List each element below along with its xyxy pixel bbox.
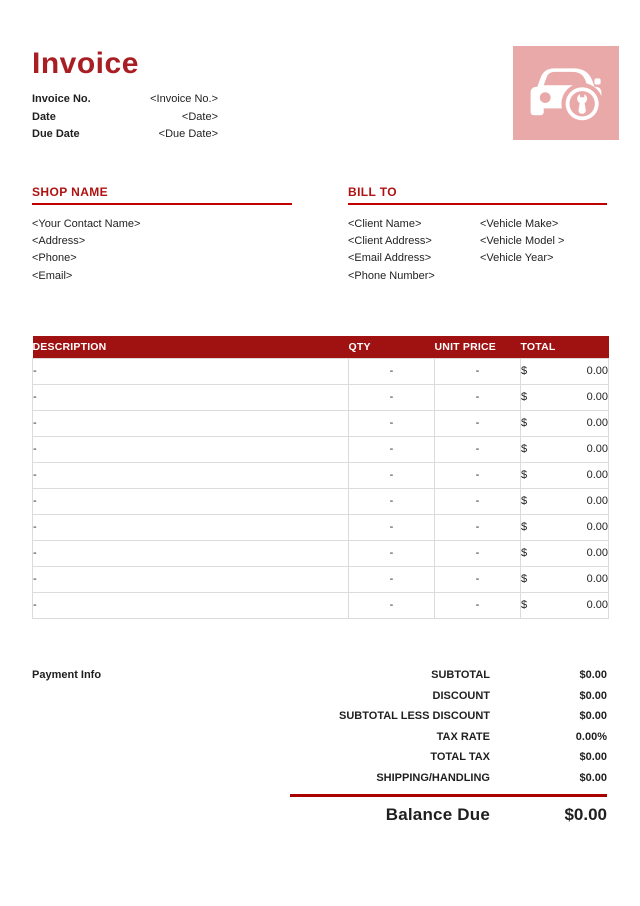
cell-description: - bbox=[33, 385, 349, 411]
balance-due-label: Balance Due bbox=[385, 805, 490, 824]
invoice-meta bbox=[32, 91, 218, 144]
cell-description: - bbox=[33, 437, 349, 463]
table-row bbox=[33, 385, 609, 411]
table-row bbox=[33, 437, 609, 463]
cell-total bbox=[521, 359, 609, 385]
shop-heading: SHOP NAME bbox=[32, 185, 109, 199]
cell-total bbox=[521, 385, 609, 411]
car-wrench-icon bbox=[526, 59, 606, 127]
currency-symbol: $ bbox=[521, 599, 528, 611]
shop-rule bbox=[32, 203, 292, 205]
table-row bbox=[33, 411, 609, 437]
totals-label: SUBTOTAL bbox=[431, 669, 490, 682]
table-row bbox=[33, 463, 609, 489]
page-title: Invoice bbox=[32, 47, 139, 80]
totals-label: TAX RATE bbox=[436, 730, 490, 743]
cell-qty: - bbox=[349, 567, 435, 593]
total-amount: 0.00 bbox=[586, 521, 608, 533]
meta-value-placeholder: <Due Date> bbox=[158, 128, 218, 140]
meta-value-placeholder: <Invoice No.> bbox=[150, 93, 218, 105]
currency-symbol: $ bbox=[521, 573, 528, 585]
balance-due-row bbox=[290, 805, 607, 825]
totals-value: $0.00 bbox=[579, 751, 607, 764]
cell-total bbox=[521, 541, 609, 567]
cell-qty: - bbox=[349, 489, 435, 515]
totals-row bbox=[290, 747, 607, 768]
column-header-description: DESCRIPTION bbox=[33, 336, 349, 359]
cell-total bbox=[521, 593, 609, 619]
totals-label: DISCOUNT bbox=[432, 689, 490, 702]
cell-unit-price: - bbox=[435, 489, 521, 515]
shop-line-placeholder: <Phone> bbox=[32, 252, 77, 265]
balance-due-value: $0.00 bbox=[564, 805, 607, 824]
meta-row bbox=[32, 109, 218, 127]
items-table-body bbox=[33, 359, 609, 619]
cell-qty: - bbox=[349, 593, 435, 619]
total-amount: 0.00 bbox=[586, 365, 608, 377]
currency-symbol: $ bbox=[521, 495, 528, 507]
cell-description: - bbox=[33, 463, 349, 489]
total-amount: 0.00 bbox=[586, 547, 608, 559]
column-header-total: TOTAL bbox=[521, 336, 609, 359]
cell-total bbox=[521, 463, 609, 489]
cell-qty: - bbox=[349, 463, 435, 489]
totals-label: SUBTOTAL LESS DISCOUNT bbox=[339, 710, 490, 723]
meta-label: Invoice No. bbox=[32, 93, 91, 105]
client-line-placeholder: <Phone Number> bbox=[348, 269, 435, 282]
cell-description: - bbox=[33, 515, 349, 541]
cell-unit-price: - bbox=[435, 567, 521, 593]
shop-line-placeholder: <Email> bbox=[32, 269, 73, 282]
cell-unit-price: - bbox=[435, 437, 521, 463]
cell-total bbox=[521, 489, 609, 515]
meta-row bbox=[32, 126, 218, 144]
total-amount: 0.00 bbox=[586, 573, 608, 585]
totals-label: TOTAL TAX bbox=[430, 751, 490, 764]
cell-qty: - bbox=[349, 411, 435, 437]
cell-qty: - bbox=[349, 359, 435, 385]
cell-description: - bbox=[33, 489, 349, 515]
client-line-placeholder: <Client Name> bbox=[348, 218, 422, 230]
shop-line-placeholder: <Address> bbox=[32, 235, 86, 248]
cell-qty: - bbox=[349, 541, 435, 567]
cell-qty: - bbox=[349, 437, 435, 463]
cell-total bbox=[521, 515, 609, 541]
total-amount: 0.00 bbox=[586, 469, 608, 481]
meta-row bbox=[32, 91, 218, 109]
items-table bbox=[32, 336, 609, 619]
items-table-header bbox=[33, 336, 609, 359]
vehicle-line-placeholder: <Vehicle Year> bbox=[480, 252, 554, 265]
column-header-qty: QTY bbox=[349, 336, 435, 359]
cell-unit-price: - bbox=[435, 515, 521, 541]
meta-label: Date bbox=[32, 110, 56, 123]
cell-total bbox=[521, 437, 609, 463]
total-amount: 0.00 bbox=[586, 495, 608, 507]
client-lines bbox=[348, 216, 480, 285]
currency-symbol: $ bbox=[521, 417, 528, 429]
vehicle-lines bbox=[480, 216, 607, 285]
table-row bbox=[33, 359, 609, 385]
totals-row bbox=[290, 768, 607, 789]
total-amount: 0.00 bbox=[586, 417, 608, 429]
vehicle-line-placeholder: <Vehicle Model > bbox=[480, 235, 565, 248]
bill-to-heading: BILL TO bbox=[348, 185, 398, 199]
currency-symbol: $ bbox=[521, 391, 528, 403]
items-header-row bbox=[33, 336, 609, 359]
balance-due-rule bbox=[290, 794, 607, 797]
totals-value: $0.00 bbox=[579, 669, 607, 682]
meta-value-placeholder: <Date> bbox=[181, 110, 218, 123]
total-amount: 0.00 bbox=[586, 391, 608, 403]
shop-line-placeholder: <Your Contact Name> bbox=[32, 218, 141, 230]
cell-description: - bbox=[33, 411, 349, 437]
bill-to-section bbox=[348, 185, 607, 285]
totals-value: $0.00 bbox=[579, 710, 607, 723]
cell-description: - bbox=[33, 593, 349, 619]
cell-description: - bbox=[33, 541, 349, 567]
cell-unit-price: - bbox=[435, 463, 521, 489]
cell-qty: - bbox=[349, 515, 435, 541]
client-line-placeholder: <Email Address> bbox=[348, 252, 432, 265]
cell-total bbox=[521, 567, 609, 593]
cell-unit-price: - bbox=[435, 541, 521, 567]
meta-label: Due Date bbox=[32, 128, 80, 140]
cell-qty: - bbox=[349, 385, 435, 411]
totals-row bbox=[290, 665, 607, 686]
cell-unit-price: - bbox=[435, 359, 521, 385]
currency-symbol: $ bbox=[521, 521, 528, 533]
table-row bbox=[33, 541, 609, 567]
table-row bbox=[33, 567, 609, 593]
client-line-placeholder: <Client Address> bbox=[348, 235, 432, 248]
logo-box bbox=[513, 46, 619, 140]
totals-block bbox=[290, 665, 607, 788]
table-row bbox=[33, 489, 609, 515]
totals-row bbox=[290, 686, 607, 707]
shop-lines bbox=[32, 216, 292, 285]
bill-to-columns bbox=[348, 205, 607, 285]
cell-description: - bbox=[33, 359, 349, 385]
currency-symbol: $ bbox=[521, 469, 528, 481]
currency-symbol: $ bbox=[521, 365, 528, 377]
totals-value: $0.00 bbox=[579, 689, 607, 702]
totals-row bbox=[290, 727, 607, 748]
totals-row bbox=[290, 706, 607, 727]
vehicle-line-placeholder: <Vehicle Make> bbox=[480, 218, 559, 230]
totals-value: $0.00 bbox=[579, 771, 607, 784]
shop-section bbox=[32, 185, 292, 285]
currency-symbol: $ bbox=[521, 547, 528, 559]
cell-unit-price: - bbox=[435, 593, 521, 619]
cell-description: - bbox=[33, 567, 349, 593]
cell-unit-price: - bbox=[435, 385, 521, 411]
currency-symbol: $ bbox=[521, 443, 528, 455]
payment-info-label: Payment Info bbox=[32, 669, 102, 681]
totals-label: SHIPPING/HANDLING bbox=[376, 771, 490, 784]
totals-value: 0.00% bbox=[575, 730, 607, 743]
total-amount: 0.00 bbox=[586, 443, 608, 455]
total-amount: 0.00 bbox=[586, 599, 608, 611]
table-row bbox=[33, 515, 609, 541]
column-header-unit-price: UNIT PRICE bbox=[435, 336, 521, 359]
table-row bbox=[33, 593, 609, 619]
cell-unit-price: - bbox=[435, 411, 521, 437]
cell-total bbox=[521, 411, 609, 437]
